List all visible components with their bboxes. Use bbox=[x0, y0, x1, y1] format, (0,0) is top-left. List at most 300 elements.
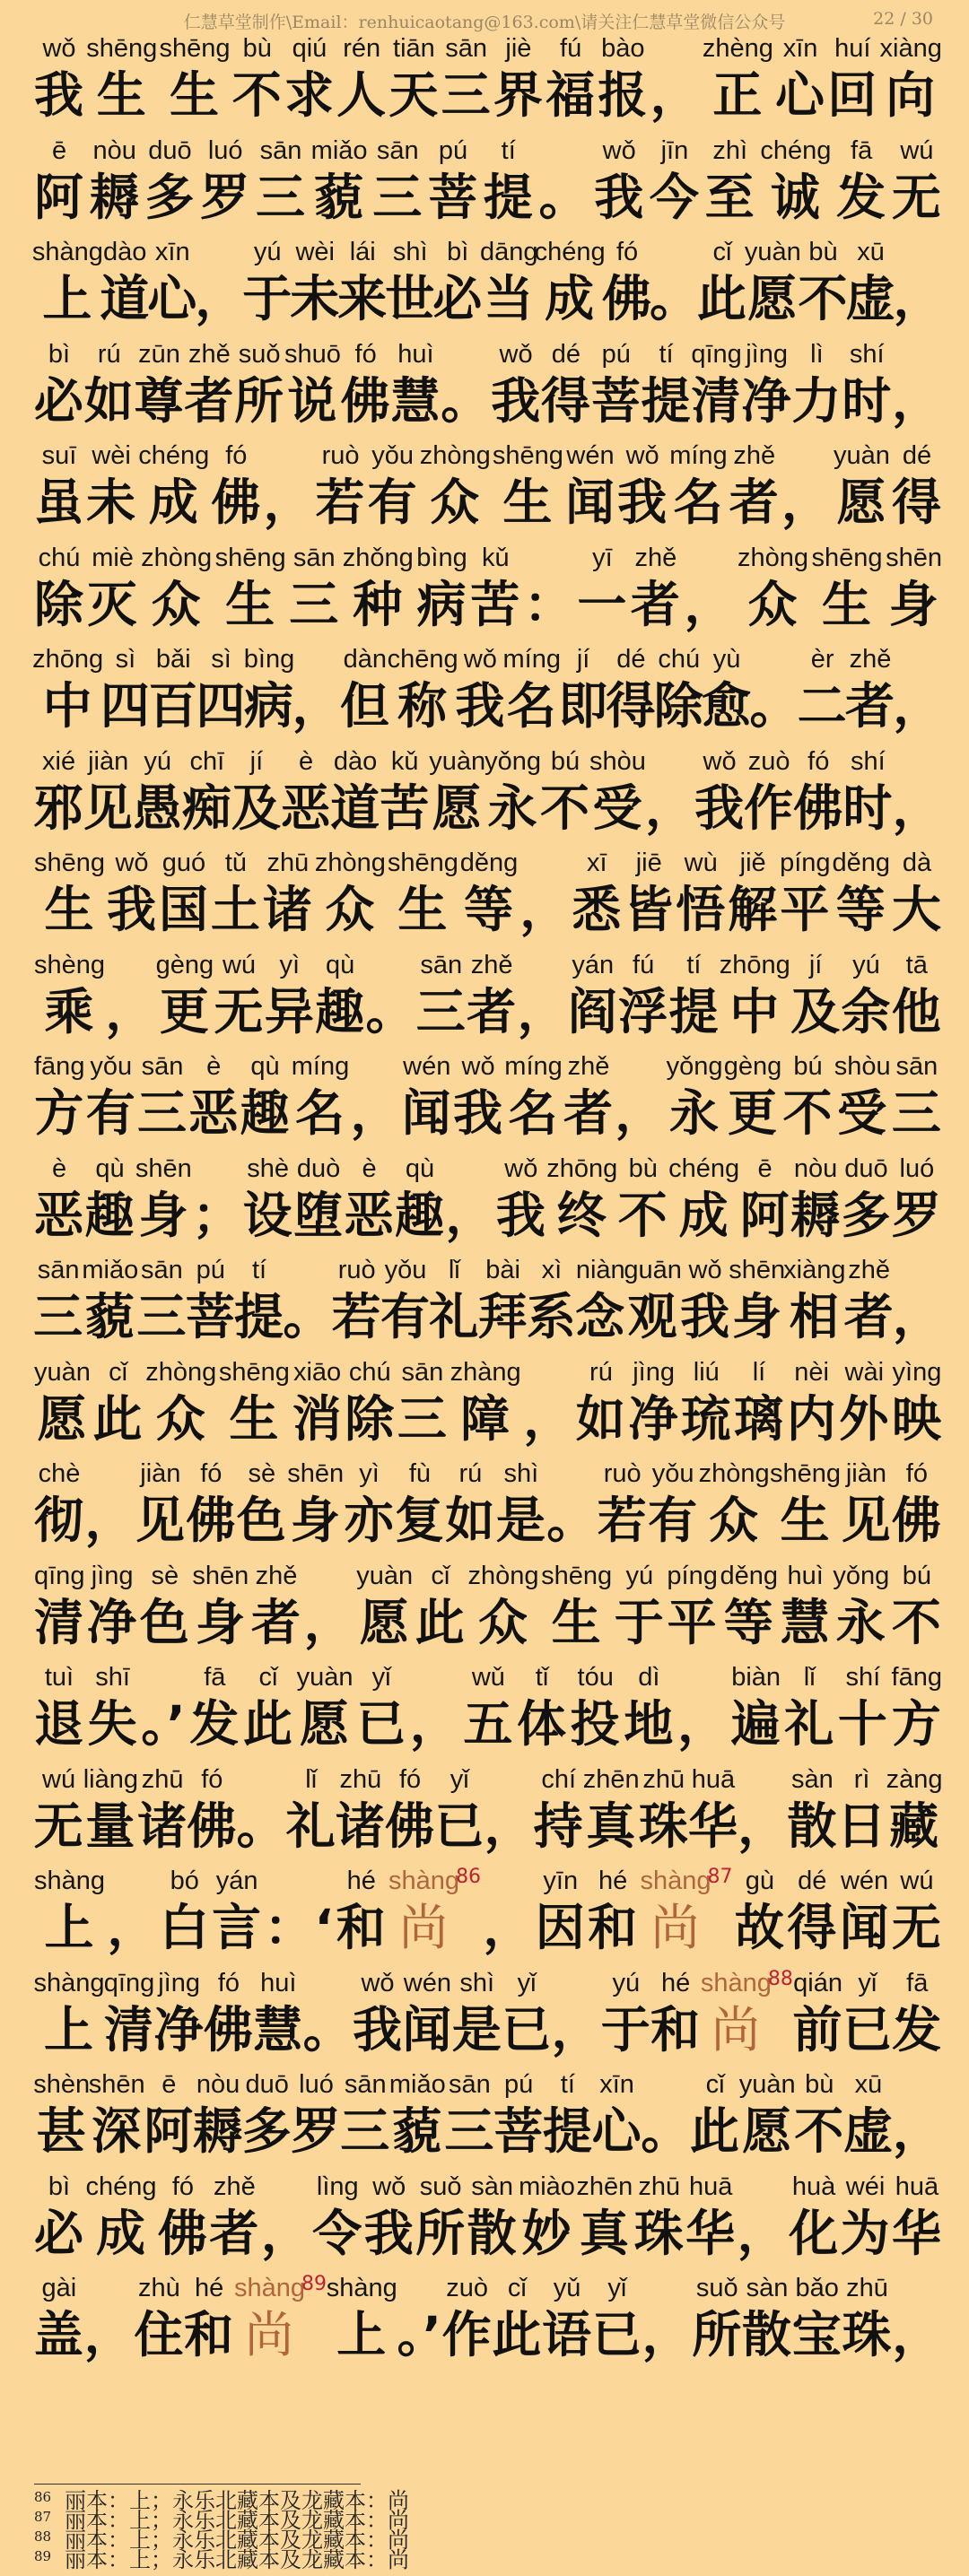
hanzi: 愿 bbox=[37, 1389, 88, 1448]
pinyin: luó bbox=[207, 135, 243, 165]
ruby-character bbox=[460, 846, 519, 939]
hanzi: 三 bbox=[444, 2102, 495, 2160]
hanzi: 持 bbox=[533, 1797, 584, 1855]
hanzi: 者 bbox=[184, 371, 235, 430]
pinyin: tí bbox=[659, 339, 674, 369]
pinyin: wù bbox=[684, 849, 718, 877]
hanzi: 佛 bbox=[891, 1492, 942, 1549]
hanzi: 若 bbox=[315, 474, 366, 531]
ruby-character bbox=[390, 2067, 445, 2161]
ruby-character bbox=[841, 1152, 891, 1245]
pinyin: shì bbox=[459, 1968, 495, 1997]
pinyin: fó bbox=[217, 1968, 240, 1997]
pinyin: chéng bbox=[138, 441, 210, 470]
ruby-character bbox=[450, 1355, 521, 1449]
ruby-character bbox=[735, 1864, 785, 1957]
ruby-character bbox=[795, 2067, 844, 2161]
pinyin: qù bbox=[250, 1052, 280, 1081]
pinyin: shèn bbox=[33, 2070, 91, 2099]
pinyin: xī bbox=[586, 849, 607, 877]
pinyin: qù bbox=[326, 950, 355, 979]
ruby-character bbox=[293, 1152, 344, 1245]
ruby-character bbox=[364, 2170, 415, 2263]
hanzi: 向 bbox=[886, 66, 937, 124]
pinyin: bìng bbox=[243, 645, 295, 674]
pinyin: jí bbox=[576, 645, 590, 674]
hanzi: 内 bbox=[786, 1389, 837, 1448]
pinyin: zhě bbox=[848, 1256, 890, 1284]
hanzi: 菩 bbox=[493, 2102, 545, 2160]
hanzi: 力 bbox=[791, 371, 842, 430]
hanzi: 四 bbox=[196, 677, 247, 735]
hanzi: 不 bbox=[782, 1084, 834, 1142]
pinyin: duō bbox=[148, 135, 192, 165]
pinyin: jí bbox=[808, 950, 823, 979]
pinyin: hé bbox=[661, 1968, 691, 1997]
pinyin: xīn bbox=[782, 34, 818, 63]
pinyin: bì bbox=[447, 238, 469, 266]
ruby-character bbox=[572, 846, 622, 939]
hanzi: 阿 bbox=[144, 2102, 195, 2160]
hanzi: 方 bbox=[891, 1695, 942, 1753]
ruby-character bbox=[232, 31, 283, 125]
ruby-character bbox=[843, 744, 893, 838]
annotated-character bbox=[701, 1966, 793, 2059]
ruby-character bbox=[491, 337, 541, 431]
punctuation bbox=[105, 948, 155, 1041]
pinyin: děng bbox=[720, 1561, 779, 1590]
hanzi: 消 bbox=[292, 1389, 343, 1448]
hanzi: 如 bbox=[83, 371, 135, 430]
hanzi: 作 bbox=[441, 2306, 493, 2363]
ruby-character bbox=[729, 439, 780, 532]
pinyin: yǒu bbox=[90, 1052, 133, 1081]
pinyin: zhě bbox=[470, 950, 513, 979]
pinyin: zhě bbox=[255, 1561, 298, 1590]
ruby-character bbox=[231, 744, 281, 838]
hanzi: 菩 bbox=[590, 371, 642, 430]
ruby-character bbox=[528, 1253, 576, 1346]
hanzi: 他 bbox=[891, 982, 942, 1040]
ruby-character bbox=[478, 1253, 527, 1346]
ruby-character bbox=[655, 642, 703, 735]
hanzi: 恶 bbox=[34, 1186, 85, 1244]
pinyin: hé bbox=[598, 1867, 628, 1895]
hanzi: 真 bbox=[579, 2204, 630, 2262]
pinyin: dào bbox=[333, 746, 378, 776]
punctuation bbox=[293, 642, 341, 735]
ruby-character bbox=[435, 1762, 484, 1856]
footnote-text: 丽本：上；永乐北藏本及龙藏本：尚 bbox=[65, 2547, 409, 2572]
footnote-marker[interactable]: 87 bbox=[707, 1866, 733, 1888]
pinyin: shēng bbox=[34, 849, 106, 877]
ruby-character bbox=[542, 2271, 592, 2364]
ruby-character bbox=[742, 2271, 792, 2364]
pinyin: sān bbox=[376, 135, 419, 165]
hanzi: 无 bbox=[33, 1797, 84, 1855]
hanzi: 菩 bbox=[185, 1288, 236, 1345]
hanzi: 体 bbox=[517, 1695, 568, 1753]
ruby-character bbox=[892, 1660, 942, 1754]
ruby-character bbox=[159, 31, 230, 125]
hanzi: 珠 bbox=[842, 2306, 893, 2363]
pinyin: shí bbox=[851, 746, 886, 776]
ruby-character bbox=[336, 31, 387, 125]
hanzi: 众 bbox=[747, 575, 799, 633]
pinyin: luó bbox=[899, 1153, 935, 1183]
hanzi: 提 bbox=[483, 168, 534, 226]
pinyin: shuō bbox=[284, 339, 341, 369]
pinyin: zàng bbox=[886, 1764, 943, 1794]
hanzi: ， bbox=[644, 779, 695, 837]
pinyin: yuàn bbox=[356, 1561, 414, 1590]
pinyin: nòu bbox=[196, 2070, 240, 2099]
pinyin: wén bbox=[403, 1968, 451, 1997]
pinyin: lǐ bbox=[305, 1764, 318, 1794]
ruby-character bbox=[496, 1152, 546, 1245]
hanzi: 念 bbox=[575, 1288, 626, 1345]
ruby-character bbox=[184, 337, 234, 431]
ruby-character bbox=[695, 744, 745, 838]
pinyin: yán bbox=[215, 1867, 258, 1895]
pinyin: è bbox=[362, 1153, 377, 1183]
hanzi: 病 bbox=[416, 575, 467, 633]
pinyin: lǐ bbox=[448, 1256, 460, 1284]
hanzi: 生 bbox=[822, 575, 873, 633]
pinyin: jīn bbox=[660, 135, 689, 165]
hanzi: ， bbox=[517, 982, 568, 1040]
footnote-marker[interactable]: 89 bbox=[301, 2273, 327, 2295]
hanzi: 尚 bbox=[711, 2000, 762, 2058]
hanzi: ， bbox=[409, 1695, 460, 1753]
pinyin: niàn bbox=[575, 1256, 625, 1284]
hanzi: 佛 bbox=[602, 270, 653, 327]
pinyin: fó bbox=[354, 339, 377, 369]
ruby-character bbox=[519, 2170, 575, 2263]
pinyin: chú bbox=[38, 543, 81, 572]
sutra-text-body bbox=[0, 31, 969, 2373]
hanzi: 名 bbox=[295, 1084, 346, 1142]
ruby-character bbox=[34, 1762, 83, 1856]
punctuation bbox=[351, 1049, 401, 1143]
ruby-character bbox=[618, 948, 668, 1041]
ruby-character bbox=[668, 1152, 739, 1245]
ruby-character bbox=[592, 2271, 642, 2364]
ruby-character bbox=[265, 948, 315, 1041]
pinyin: gài bbox=[41, 2274, 77, 2302]
ruby-character bbox=[372, 134, 423, 227]
punctuation bbox=[192, 1152, 242, 1245]
hanzi: 和 bbox=[650, 2000, 702, 2058]
ruby-character bbox=[345, 1355, 395, 1449]
ruby-character bbox=[234, 2271, 305, 2364]
punctuation bbox=[261, 2170, 311, 2263]
text-line bbox=[0, 1762, 969, 1865]
ruby-character bbox=[880, 31, 942, 125]
pinyin: yú bbox=[852, 950, 880, 979]
hanzi: 生 bbox=[780, 1492, 831, 1549]
hanzi: 生 bbox=[397, 881, 449, 938]
punctuation bbox=[615, 1049, 665, 1143]
hanzi: 三 bbox=[289, 575, 340, 633]
ruby-character bbox=[541, 1559, 612, 1652]
pinyin: huà bbox=[791, 2171, 836, 2201]
pinyin: xū bbox=[854, 2070, 883, 2099]
hanzi: 时 bbox=[842, 779, 894, 837]
hanzi: 虚 bbox=[845, 270, 896, 327]
hanzi: 三 bbox=[136, 1084, 188, 1142]
hanzi: 众 bbox=[709, 1492, 760, 1549]
text-line bbox=[0, 1966, 969, 2068]
ruby-character bbox=[482, 235, 537, 328]
ruby-character bbox=[452, 1966, 502, 2059]
hanzi: ， bbox=[684, 575, 735, 633]
pinyin: wǒ bbox=[115, 849, 149, 877]
ruby-character bbox=[403, 1966, 452, 2059]
hanzi: ， bbox=[260, 2204, 311, 2262]
pinyin: ē bbox=[51, 135, 67, 165]
ruby-character bbox=[87, 1559, 137, 1652]
pinyin: qīng bbox=[34, 1561, 85, 1590]
pinyin: xiàng bbox=[879, 34, 942, 63]
hanzi: ， bbox=[893, 677, 944, 735]
punctuation bbox=[196, 235, 244, 328]
pinyin: yǒu bbox=[384, 1256, 427, 1284]
pinyin: fó bbox=[200, 1459, 223, 1488]
hanzi: 异 bbox=[264, 982, 315, 1040]
pinyin: nòu bbox=[92, 135, 136, 165]
ruby-character bbox=[731, 1660, 781, 1754]
hanzi: 藐 bbox=[392, 2102, 443, 2160]
pinyin: zūn bbox=[138, 339, 180, 369]
hanzi: 珠 bbox=[638, 1797, 689, 1855]
hanzi: 散 bbox=[787, 1797, 838, 1855]
pinyin: yù bbox=[712, 645, 741, 674]
pinyin: shí bbox=[849, 339, 885, 369]
punctuation bbox=[895, 642, 942, 735]
hanzi: 成 bbox=[95, 2204, 146, 2262]
pinyin: duō bbox=[844, 1153, 888, 1183]
pinyin: huí bbox=[834, 34, 871, 63]
hanzi: 得 bbox=[891, 474, 942, 531]
ruby-character bbox=[691, 337, 741, 431]
pinyin: tiān bbox=[393, 34, 435, 63]
ruby-character bbox=[188, 1762, 237, 1856]
ruby-character bbox=[34, 1457, 84, 1550]
hanzi: 众 bbox=[430, 474, 481, 531]
ruby-character bbox=[703, 31, 773, 125]
hanzi: 愈 bbox=[702, 677, 753, 735]
hanzi: 更 bbox=[159, 982, 210, 1040]
footnote-marker[interactable]: 88 bbox=[767, 1967, 793, 1990]
hanzi: ， bbox=[892, 779, 943, 837]
hanzi: 已 bbox=[591, 2306, 642, 2363]
ruby-character bbox=[886, 1762, 942, 1856]
ruby-character bbox=[341, 337, 391, 431]
hanzi: 必 bbox=[33, 371, 84, 430]
pinyin: wǒ bbox=[602, 135, 636, 165]
ruby-character bbox=[297, 1660, 354, 1754]
punctuation bbox=[642, 2271, 693, 2364]
ruby-character bbox=[892, 1559, 942, 1652]
hanzi: 故 bbox=[734, 1899, 785, 1956]
text-line bbox=[0, 948, 969, 1050]
hanzi: 除 bbox=[34, 575, 85, 633]
footnote-divider bbox=[34, 2484, 361, 2485]
ruby-character bbox=[617, 439, 668, 532]
ruby-character bbox=[624, 1253, 681, 1346]
ruby-character bbox=[90, 134, 140, 227]
hanzi: 诸 bbox=[262, 881, 313, 938]
hanzi: 苦 bbox=[380, 779, 431, 837]
pinyin: jiàn bbox=[140, 1459, 181, 1488]
ruby-character bbox=[34, 2067, 89, 2161]
hanzi: 罗 bbox=[891, 1186, 942, 1244]
hanzi: 心 bbox=[775, 66, 826, 124]
ruby-character bbox=[134, 2271, 184, 2364]
pinyin: shēng bbox=[214, 543, 286, 572]
ruby-character bbox=[691, 2067, 740, 2161]
pinyin: jìng bbox=[91, 1561, 134, 1590]
hanzi: 天 bbox=[388, 66, 440, 124]
footnote-text: 丽本：上；永乐北藏本及龙藏本：尚 bbox=[65, 2488, 409, 2513]
pinyin: huì bbox=[787, 1561, 824, 1590]
ruby-character bbox=[760, 134, 831, 227]
pinyin: bú bbox=[902, 1561, 931, 1590]
ruby-character bbox=[892, 1355, 942, 1449]
hanzi: 时 bbox=[842, 371, 893, 430]
pinyin: sàn bbox=[746, 2274, 789, 2302]
hanzi: 多 bbox=[841, 1186, 892, 1244]
hanzi: 上 bbox=[44, 1899, 95, 1956]
hanzi: 得 bbox=[540, 371, 591, 430]
punctuation bbox=[107, 1864, 157, 1957]
hanzi: 永 bbox=[835, 1593, 886, 1651]
ruby-character bbox=[790, 948, 841, 1041]
pinyin: jí bbox=[249, 746, 264, 776]
hanzi: 悟 bbox=[676, 881, 727, 938]
hanzi: 不 bbox=[231, 66, 283, 124]
pinyin: ruò bbox=[337, 1256, 376, 1284]
ruby-character bbox=[34, 1660, 84, 1754]
pinyin: dì bbox=[638, 1663, 660, 1692]
pinyin: wǒ bbox=[463, 645, 497, 674]
hanzi: 慧 bbox=[780, 1593, 831, 1651]
ruby-character bbox=[841, 948, 891, 1041]
pinyin: bìng bbox=[416, 543, 467, 572]
pinyin: cǐ bbox=[712, 238, 732, 266]
punctuation bbox=[445, 1152, 495, 1245]
ruby-character bbox=[89, 2067, 144, 2161]
pinyin: sān bbox=[141, 1256, 183, 1284]
hanzi: 拜 bbox=[477, 1288, 528, 1345]
hanzi: 已 bbox=[434, 1797, 485, 1855]
hanzi: 尚 bbox=[398, 1899, 450, 1956]
ruby-character bbox=[312, 2170, 362, 2263]
hanzi: 我 bbox=[453, 1084, 504, 1142]
hanzi: 。 bbox=[236, 1797, 287, 1855]
ruby-character bbox=[415, 1559, 466, 1652]
hanzi: 皆 bbox=[624, 881, 675, 938]
pinyin: sān bbox=[401, 1357, 444, 1387]
footnote-marker[interactable]: 86 bbox=[456, 1866, 482, 1888]
pinyin: fó bbox=[171, 2171, 194, 2201]
punctuation bbox=[237, 1762, 286, 1856]
hanzi: 提 bbox=[668, 982, 720, 1040]
pinyin: míng bbox=[504, 1052, 563, 1081]
ruby-character bbox=[83, 1253, 137, 1346]
hanzi: 身 bbox=[195, 1593, 246, 1651]
ruby-character bbox=[292, 2067, 341, 2161]
ruby-character bbox=[688, 1762, 738, 1856]
hanzi: 永 bbox=[487, 779, 538, 837]
ruby-character bbox=[738, 541, 808, 634]
pinyin: sàn bbox=[471, 2171, 514, 2201]
pinyin: fù bbox=[408, 1459, 432, 1488]
ruby-character bbox=[194, 2067, 243, 2161]
ruby-character bbox=[667, 1559, 717, 1652]
hanzi: 身 bbox=[138, 1186, 189, 1244]
hanzi: 众 bbox=[477, 1593, 528, 1651]
hanzi: 即 bbox=[558, 677, 609, 735]
pinyin: fó bbox=[905, 1459, 928, 1488]
hanzi: ， bbox=[445, 1186, 496, 1244]
pinyin: yuàn bbox=[738, 2070, 796, 2099]
pinyin: tǐ bbox=[535, 1663, 549, 1692]
pinyin: yìng bbox=[892, 1357, 942, 1387]
ruby-character bbox=[445, 1457, 495, 1550]
hanzi: 净 bbox=[153, 2000, 205, 2058]
ruby-character bbox=[242, 2067, 292, 2161]
pinyin: píng bbox=[667, 1561, 718, 1590]
ruby-character bbox=[380, 744, 430, 838]
hanzi: 等 bbox=[835, 881, 886, 938]
footnotes bbox=[34, 2488, 931, 2572]
text-line bbox=[0, 2271, 969, 2373]
ruby-character bbox=[345, 1457, 395, 1550]
ruby-character bbox=[341, 2067, 390, 2161]
ruby-character bbox=[86, 439, 136, 532]
ruby-character bbox=[729, 1253, 784, 1346]
ruby-character bbox=[244, 235, 292, 328]
pinyin: xīn bbox=[599, 2070, 634, 2099]
ruby-character bbox=[467, 2170, 518, 2263]
hanzi: 罗 bbox=[291, 2102, 342, 2160]
punctuation bbox=[738, 2170, 788, 2263]
hanzi: 佛 bbox=[187, 1797, 238, 1855]
pinyin: lái bbox=[349, 238, 376, 266]
hanzi: 琉 bbox=[681, 1389, 732, 1448]
pinyin: cǐ bbox=[705, 2070, 725, 2099]
hanzi: 生 bbox=[44, 881, 95, 938]
ruby-character bbox=[639, 1762, 688, 1856]
ruby-character bbox=[133, 744, 182, 838]
ruby-character bbox=[839, 1355, 889, 1449]
hanzi: 土 bbox=[210, 881, 261, 938]
pinyin: jiě bbox=[739, 849, 766, 877]
hanzi: 平 bbox=[667, 1593, 718, 1651]
pinyin: tóu bbox=[577, 1663, 614, 1692]
pinyin: wú bbox=[900, 135, 934, 165]
ruby-character bbox=[576, 1253, 624, 1346]
pinyin: wǒ bbox=[703, 746, 737, 776]
ruby-character bbox=[842, 1966, 892, 2059]
ruby-character bbox=[494, 2067, 544, 2161]
pinyin: bù bbox=[628, 1153, 658, 1183]
ruby-character bbox=[356, 1559, 413, 1652]
pinyin: shè bbox=[247, 1153, 290, 1183]
hanzi: 生 bbox=[502, 474, 554, 531]
